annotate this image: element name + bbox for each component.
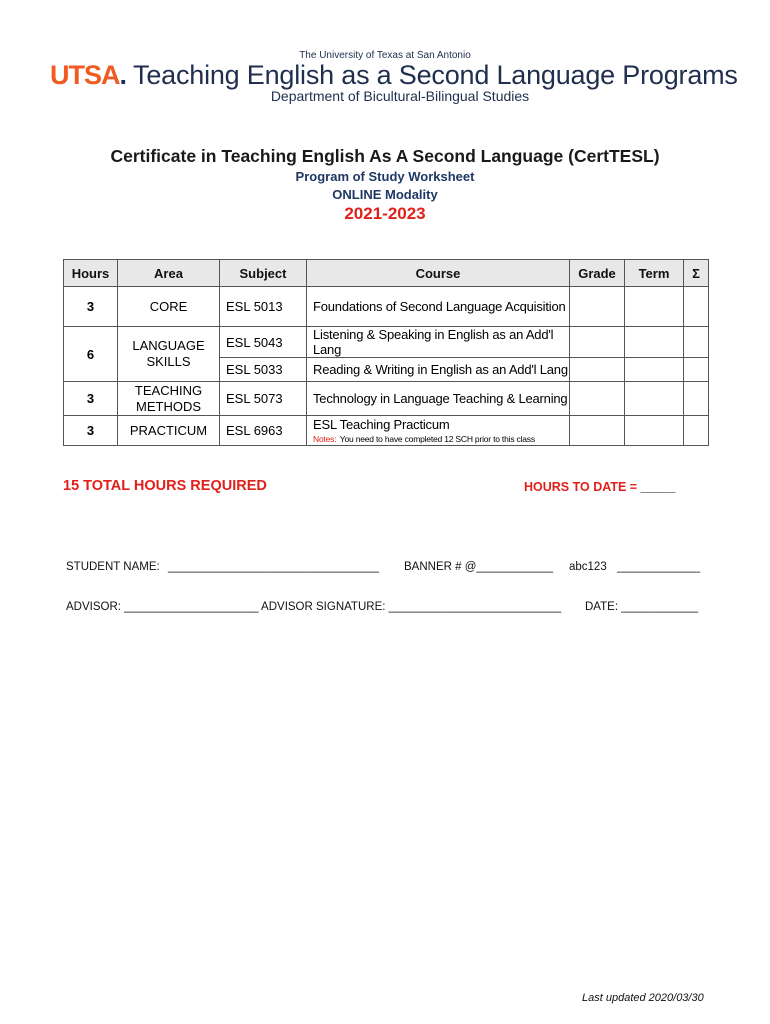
teaching-methods-term-cell[interactable] bbox=[625, 382, 684, 416]
catalog-years: 2021-2023 bbox=[344, 204, 426, 223]
abc123-field[interactable]: _____________ bbox=[617, 561, 701, 573]
header-course: Course bbox=[307, 260, 570, 287]
program-logo bbox=[50, 60, 738, 91]
hours-to-date-field[interactable]: _____ bbox=[640, 480, 676, 494]
student-name-label: STUDENT NAME: bbox=[66, 561, 160, 573]
practicum-note-text: You need to have completed 12 SCH prior to this class bbox=[339, 433, 535, 444]
teaching-methods-hours: 3 bbox=[64, 382, 118, 416]
table-row bbox=[64, 327, 709, 358]
language-skills-course-1: Listening & Speaking in English as an Add'l Lang bbox=[307, 327, 570, 358]
header-term: Term bbox=[625, 260, 684, 287]
language-skills-term-cell-2[interactable] bbox=[625, 358, 684, 382]
header-grade: Grade bbox=[570, 260, 625, 287]
teaching-methods-area-line2: METHODS bbox=[136, 398, 201, 414]
logo-dot: . bbox=[119, 60, 128, 90]
practicum-term-cell[interactable] bbox=[625, 416, 684, 446]
advisor-signature-field[interactable]: ___________________________ bbox=[388, 601, 562, 613]
header-hours: Hours bbox=[64, 260, 118, 287]
table-header-row bbox=[64, 260, 709, 287]
table-row bbox=[64, 416, 709, 446]
utsa-logo: UTSA bbox=[50, 60, 120, 90]
practicum-hours: 3 bbox=[64, 416, 118, 446]
language-skills-sigma-cell-1[interactable] bbox=[684, 327, 709, 358]
core-sigma-cell[interactable] bbox=[684, 287, 709, 327]
header-sigma: Σ bbox=[684, 260, 709, 287]
language-skills-area-line2: SKILLS bbox=[146, 354, 191, 369]
core-area: CORE bbox=[118, 287, 220, 327]
advisor-label: ADVISOR: bbox=[66, 601, 121, 613]
language-skills-area bbox=[118, 327, 220, 382]
abc123-label: abc123 bbox=[569, 561, 607, 573]
core-hours: 3 bbox=[64, 287, 118, 327]
core-grade-cell[interactable] bbox=[570, 287, 625, 327]
practicum-course-cell bbox=[307, 416, 570, 446]
teaching-methods-area bbox=[118, 382, 220, 416]
core-course: Foundations of Second Language Acquisition bbox=[307, 287, 570, 327]
department-name: Department of Bicultural-Bilingual Studies bbox=[270, 88, 530, 104]
practicum-note bbox=[313, 432, 569, 445]
program-name: Teaching English as a Second Language Programs bbox=[133, 60, 738, 90]
language-skills-grade-cell-2[interactable] bbox=[570, 358, 625, 382]
program-table bbox=[63, 259, 709, 446]
student-name-field[interactable]: _________________________________ bbox=[168, 561, 380, 573]
teaching-methods-grade-cell[interactable] bbox=[570, 382, 625, 416]
university-name: The University of Texas at San Antonio bbox=[299, 50, 471, 61]
advisor-row bbox=[66, 601, 561, 613]
language-skills-term-cell-1[interactable] bbox=[625, 327, 684, 358]
teaching-methods-course: Technology in Language Teaching & Learning bbox=[307, 382, 570, 416]
language-skills-subject-2: ESL 5033 bbox=[220, 358, 307, 382]
date-field[interactable]: ____________ bbox=[621, 601, 698, 613]
table-row bbox=[64, 287, 709, 327]
language-skills-area-line1: LANGUAGE bbox=[132, 338, 205, 353]
teaching-methods-area-line1: TEACHING bbox=[134, 382, 203, 398]
practicum-sigma-cell[interactable] bbox=[684, 416, 709, 446]
core-subject: ESL 5013 bbox=[220, 287, 307, 327]
hours-to-date-label: HOURS TO DATE = bbox=[524, 480, 641, 494]
page-subtitle: Program of Study Worksheet bbox=[295, 169, 475, 184]
language-skills-sigma-cell-2[interactable] bbox=[684, 358, 709, 382]
banner-label bbox=[404, 561, 553, 573]
modality-label: ONLINE Modality bbox=[332, 187, 438, 202]
date-label: DATE: bbox=[585, 601, 619, 613]
date-row bbox=[585, 601, 698, 613]
header-subject: Subject bbox=[220, 260, 307, 287]
language-skills-course-2: Reading & Writing in English as an Add'l Lang bbox=[307, 358, 570, 382]
core-term-cell[interactable] bbox=[625, 287, 684, 327]
language-skills-grade-cell-1[interactable] bbox=[570, 327, 625, 358]
advisor-field[interactable]: _____________________ bbox=[124, 601, 259, 613]
practicum-area: PRACTICUM bbox=[118, 416, 220, 446]
practicum-note-label: Notes: bbox=[313, 433, 337, 444]
language-skills-subject-1: ESL 5043 bbox=[220, 327, 307, 358]
banner-field[interactable]: ____________ bbox=[476, 561, 554, 573]
last-updated: Last updated 2020/03/30 bbox=[582, 992, 704, 1004]
practicum-grade-cell[interactable] bbox=[570, 416, 625, 446]
practicum-course: ESL Teaching Practicum bbox=[313, 416, 450, 432]
banner-label-text: BANNER # @ bbox=[404, 561, 477, 573]
total-hours-required: 15 TOTAL HOURS REQUIRED bbox=[63, 478, 267, 494]
teaching-methods-sigma-cell[interactable] bbox=[684, 382, 709, 416]
page-title: Certificate in Teaching English As A Second Language (CertTESL) bbox=[110, 146, 660, 166]
hours-to-date bbox=[524, 480, 675, 494]
table-row bbox=[64, 382, 709, 416]
language-skills-hours: 6 bbox=[64, 327, 118, 382]
teaching-methods-subject: ESL 5073 bbox=[220, 382, 307, 416]
practicum-subject: ESL 6963 bbox=[220, 416, 307, 446]
advisor-signature-label: ADVISOR SIGNATURE: bbox=[261, 601, 386, 613]
header-area: Area bbox=[118, 260, 220, 287]
